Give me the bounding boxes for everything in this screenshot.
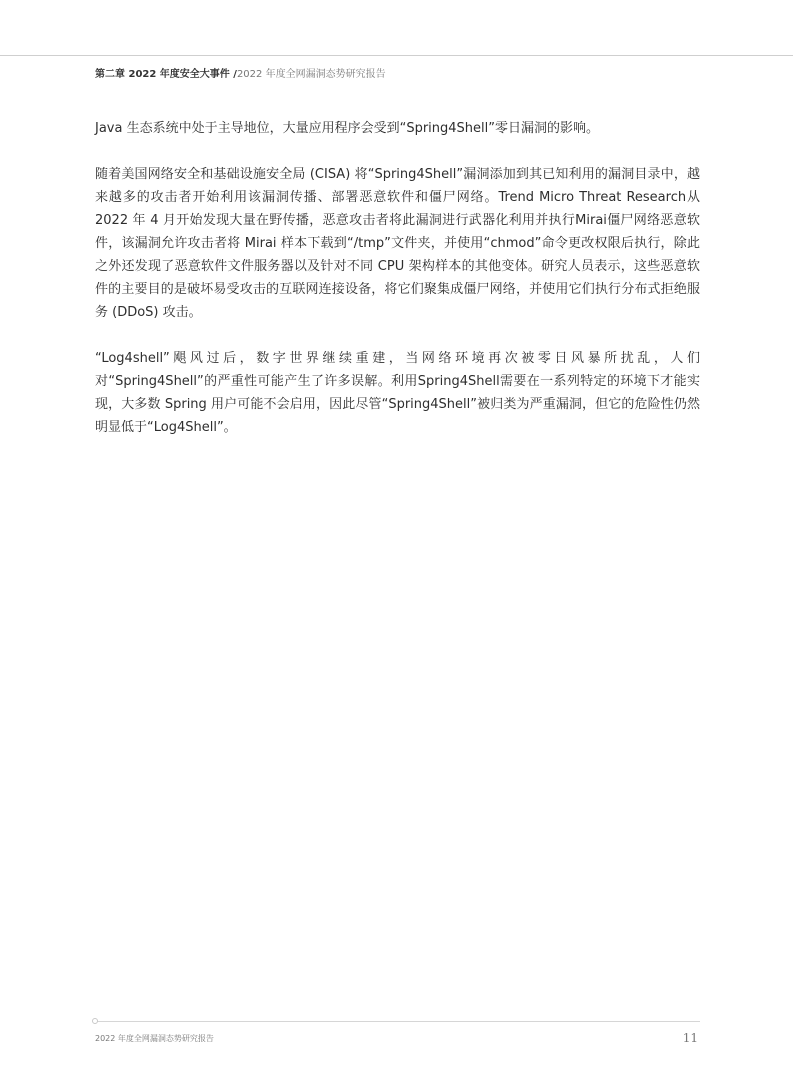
page-number: 11 <box>682 1031 698 1045</box>
header-divider <box>0 55 793 56</box>
footer-report-title: 2022 年度全网漏洞态势研究报告 <box>95 1034 214 1043</box>
footer-divider-dot <box>92 1018 98 1024</box>
paragraph-3: “Log4shell”飓风过后，数字世界继续重建，当网络环境再次被零日风暴所扰乱，人们对“Spring4Shell”的严重性可能产生了许多误解。利用Spring4Shell需要在一系列特定的环境下才能实现，大多数 Spring 用户可能不会启用，因此尽管“Spring4Shell”被归类为严重漏洞，但它的危险性仍然明显低于“Log4Shell”。 <box>95 351 700 435</box>
paragraph-1: Java 生态系统中处于主导地位，大量应用程序会受到“Spring4Shell”零日漏洞的影响。 <box>95 121 599 136</box>
paragraph-2: 随着美国网络安全和基础设施安全局 (CISA) 将“Spring4Shell”漏洞添加到其已知利用的漏洞目录中，越来越多的攻击者开始利用该漏洞传播、部署恶意软件和僵尸网络。Trend Micro Threat Research从 2022 年 4 月开始发现大量在野传播，恶意攻击者将此漏洞进行武器化利用并执行Mirai僵尸网络恶意软件，该漏洞允许攻击者将 Mirai 样本下载到“/tmp”文件夹，并使用“chmod”命令更改权限后执行，除此之外还发现了恶意软件文件服务器以及针对不同 CPU 架构样本的其他变体。研究人员表示，这些恶意软件的主要目的是破坏易受攻击的互联网连接设备，将它们聚集成僵尸网络，并使用它们执行分布式拒绝服务 (DDoS) 攻击。 <box>95 167 700 320</box>
footer-divider <box>95 1021 700 1022</box>
running-header <box>95 68 386 82</box>
header-report-title: 2022 年度全网漏洞态势研究报告 <box>236 69 386 80</box>
chapter-title: 第二章 2022 年度安全大事件 / <box>95 69 237 80</box>
article-body <box>95 117 700 462</box>
